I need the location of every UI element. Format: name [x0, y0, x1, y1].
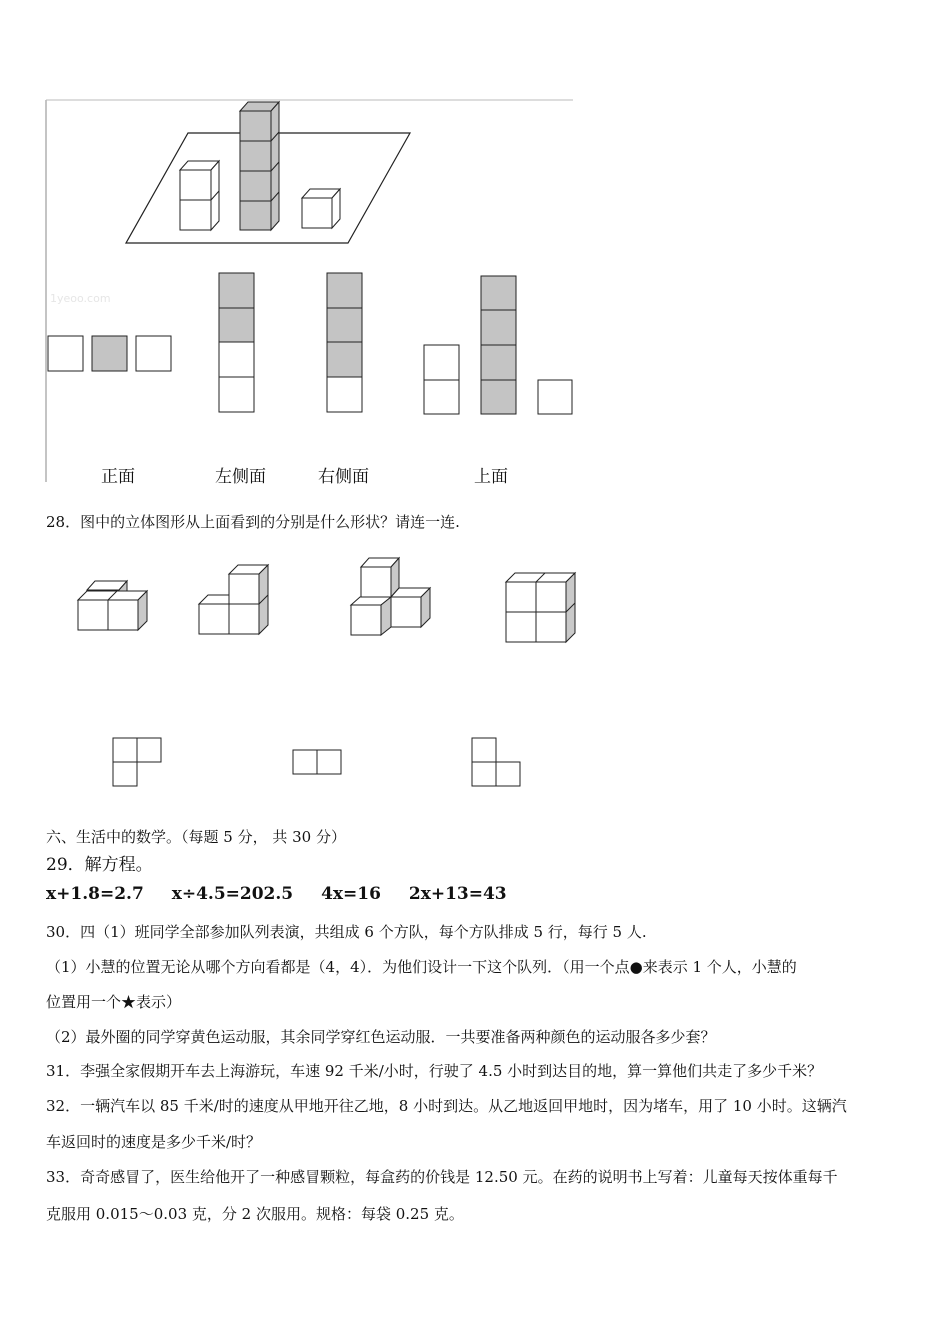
label-right-view: 右侧面: [318, 467, 369, 487]
q31-text: 31．李强全家假期开车去上海游玩，车速 92 千米/小时，行驶了 4.5 小时到达目的地，算一算他们共走了多少千米？: [46, 1062, 823, 1080]
q29-equations: [46, 884, 529, 904]
q30-part1-line2: 位置用一个★表示）: [46, 993, 182, 1011]
q28-text: 28．图中的立体图形从上面看到的分别是什么形状？请连一连.: [46, 513, 460, 531]
q30-intro: 30．四（1）班同学全部参加队列表演，共组成 6 个方队，每个方队排成 5 行，每行 5 人.: [46, 923, 647, 941]
q29-title: 29．解方程。: [46, 855, 153, 875]
q33-line1: 33．奇奇感冒了，医生给他开了一种感冒颗粒，每盒药的价钱是 12.50 元。在药的说明书上写着：儿童每天按体重每千: [46, 1168, 838, 1186]
label-left-view: 左侧面: [215, 467, 266, 487]
q30-part2: （2）最外圈的同学穿黄色运动服，其余同学穿红色运动服．一共要准备两种颜色的运动服各多少套？: [46, 1028, 716, 1046]
top-view-option-1: [113, 738, 161, 786]
solid-1: [78, 581, 147, 630]
q30-part1-line1: （1）小慧的位置无论从哪个方向看都是（4，4）．为他们设计一下这个队列．（用一个点●来表示 1 个人，小慧的: [46, 958, 797, 976]
label-front-view: 正面: [101, 467, 135, 487]
q32-line1: 32．一辆汽车以 85 千米/时的速度从甲地开往乙地，8 小时到达。从乙地返回甲地时，因为堵车，用了 10 小时。这辆汽: [46, 1097, 847, 1115]
top-view-option-3: [472, 738, 520, 786]
watermark: 1yeoo.com: [50, 292, 111, 305]
solid-2: [199, 565, 268, 634]
q33-line2: 克服用 0.015～0.03 克，分 2 次服用。规格：每袋 0.25 克。: [46, 1205, 464, 1223]
equation-2: x÷4.5=202.5: [171, 884, 294, 904]
equation-3: 4x=16: [321, 884, 381, 904]
equation-1: x+1.8=2.7: [46, 884, 144, 904]
top-view-option-2: [293, 750, 341, 774]
equation-4: 2x+13=43: [408, 884, 507, 904]
q32-line2: 车返回时的速度是多少千米/时？: [46, 1133, 262, 1151]
label-top-view: 上面: [474, 467, 508, 487]
solid-4: [506, 573, 575, 642]
section-6-title: 六、生活中的数学。（每题 5 分， 共 30 分）: [46, 828, 346, 846]
solid-3: [351, 558, 430, 635]
